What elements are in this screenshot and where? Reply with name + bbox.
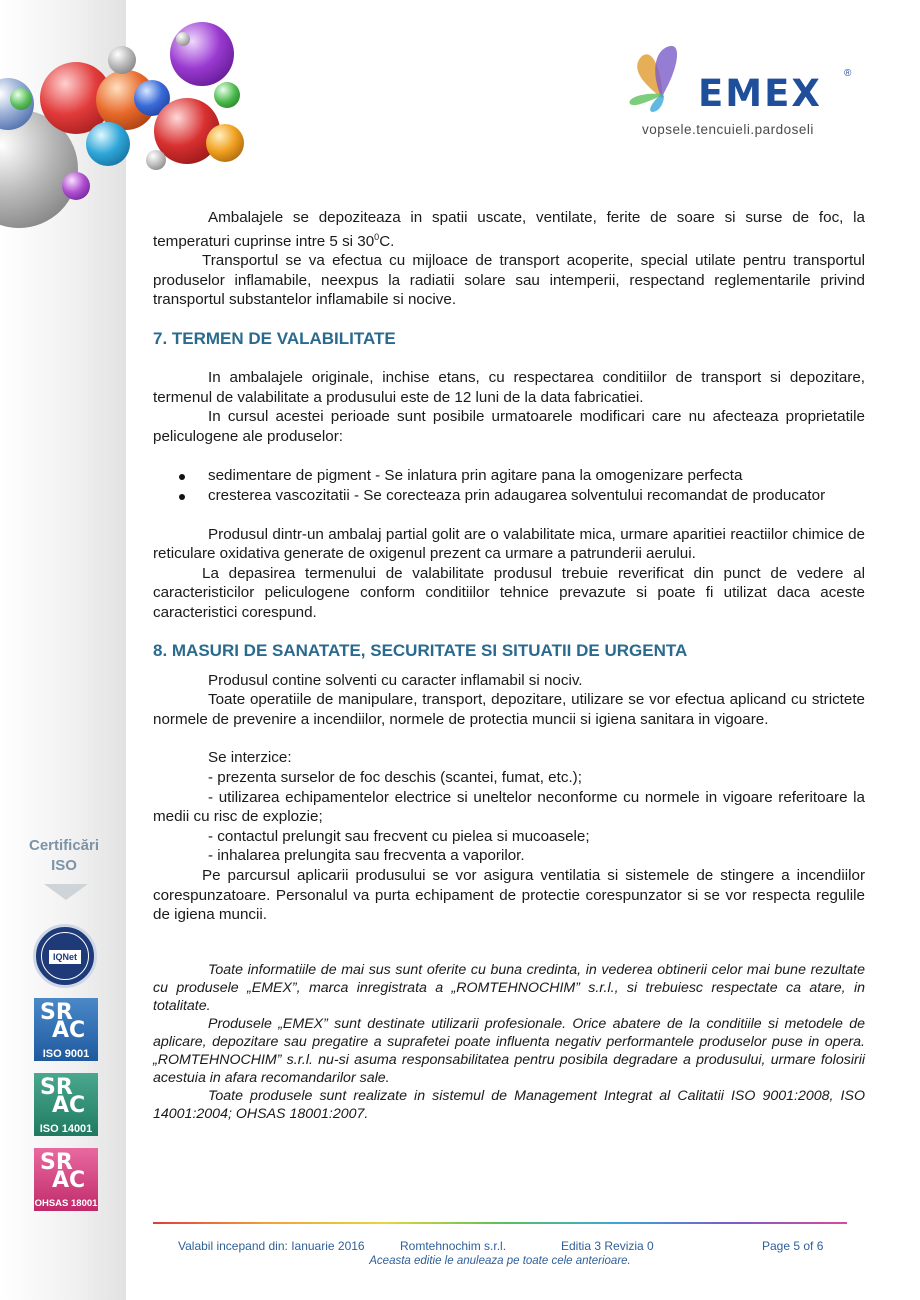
badge-label: OHSAS 18001 xyxy=(34,1198,98,1209)
footer-divider xyxy=(153,1222,847,1224)
footer-note: Aceasta editie le anuleaza pe toate cele anterioare. xyxy=(369,1255,631,1267)
ventilation-paragraph: Pe parcursul aplicarii produsului se vor asigura ventilatia si sistemele de stingere a incendiilor corespunzatoare. Personalul va purta echipament de protectie corespunzator si se vor respecta regulile de igiena muncii. xyxy=(153,866,865,924)
disclaimer-paragraph: Toate informatiile de mai sus sunt oferite cu buna credinta, in vederea obtinerii celor mai bune rezultate cu produsele „EMEX”, marca inregistrata a „ROMTEHNOCHIM” s.r.l., si trebuiesc respectate ca atare, in totalitate. xyxy=(153,961,865,1014)
badge-label: ISO 9001 xyxy=(42,1048,90,1060)
brand-tagline: vopsele.tencuieli.pardoseli xyxy=(642,122,814,137)
down-arrow-icon xyxy=(44,884,88,900)
butterfly-icon xyxy=(622,38,702,118)
disclaimer xyxy=(153,961,865,1123)
document-body xyxy=(153,208,865,1123)
solvents-paragraph: Produsul contine solventi cu caracter inflamabil si nociv. xyxy=(208,671,583,689)
validity-paragraph: In ambalajele originale, inchise etans, cu respectarea conditiilor de transport si depozitare, termenul de valabilitate a produsului este de 12 luni de la data fabricatiei. xyxy=(153,369,865,406)
forbidden-item: - utilizarea echipamentelor electrice si uneltelor neconforme cu normele in vigoare referitoare la medii cu risc de explozie; xyxy=(153,788,865,826)
footer-valid-from: Valabil incepand din: Ianuarie 2016 xyxy=(178,1239,365,1253)
forbidden-item: - inhalarea prelungita sau frecventa a vaporilor. xyxy=(208,847,525,865)
certifications-title: Certificări ISO xyxy=(28,837,100,874)
transport-paragraph: Transportul se va efectua cu mijloace de transport acoperite, special utilate pentru transportul produselor inflamabile, neexpus la radiatii solare sau intemperii, respectand reglementarile privind transportul substantelor inflamabile si nocive. xyxy=(153,252,865,309)
brand-logo xyxy=(622,38,862,148)
forbidden-title: Se interzice: xyxy=(208,749,292,767)
forbidden-item: - prezenta surselor de foc deschis (scantei, fumat, etc.); xyxy=(208,768,582,786)
section-7-title: 7. TERMEN DE VALABILITATE xyxy=(153,329,396,349)
modifications-paragraph: In cursul acestei perioade sunt posibile urmatoarele modificari care nu afecteaza proprietatile peliculogene ale produselor: xyxy=(153,408,865,445)
forbidden-item: - contactul prelungit sau frecvent cu pielea si mucoasele; xyxy=(208,827,590,845)
registered-mark: ® xyxy=(844,68,852,79)
modifications-list xyxy=(153,466,865,505)
section-8-title: 8. MASURI DE SANATATE, SECURITATE SI SITUATII DE URGENTA xyxy=(153,640,688,660)
disclaimer-paragraph: Produsele „EMEX” sunt destinate utilizarii profesionale. Orice abatere de la conditiile si metodele de aplicare, depozitare sau pregatire a suprafetei poate influenta negativ performantele produselor puse in opera. „ROMTEHNOCHIM” s.r.l. nu-si asuma responsabilitatea pentru posibila degradare a produsului, urmare folosirii acestuia in afara recomandarilor sale. xyxy=(153,1015,865,1086)
expiry-paragraph: La depasirea termenului de valabilitate produsul trebuie reverificat din punct de vedere al caracteristicilor peliculogene conform conditiilor tehnice prevazute si poate fi utilizat daca aceste caracteristici corespund. xyxy=(153,564,865,621)
operations-paragraph: Toate operatiile de manipulare, transport, depozitare, utilizare se vor efectua aplicand cu strictete normele de prevenire a incendiilor, normele de protectia muncii si igiena sanitara in vigoare. xyxy=(153,691,865,728)
footer-edition: Editia 3 Revizia 0 xyxy=(561,1239,654,1253)
list-item: sedimentare de pigment - Se inlatura prin agitare pana la omogenizare perfecta xyxy=(153,466,865,486)
storage-paragraph: Ambalajele se depoziteaza in spatii uscate, ventilate, ferite de soare si surse de foc, la temperaturi cuprinse intre 5 si $30^0C$. xyxy=(153,209,865,250)
partial-package-paragraph: Produsul dintr-un ambalaj partial golit are o valabilitate mica, urmare aparitiei reactiilor chimice de reticulare oxidativa generate de oxigenul prezent ca urmare a patrunderii aerului. xyxy=(153,525,865,563)
iqnet-badge: IQNet xyxy=(33,924,97,988)
footer-company: Romtehnochim s.r.l. xyxy=(400,1239,507,1253)
brand-name: EMEX xyxy=(698,72,822,115)
ohsas-18001-badge: SR AC OHSAS 18001 xyxy=(34,1150,98,1209)
iso-9001-badge: SR AC ISO 9001 xyxy=(34,998,98,1061)
badge-label: ISO 14001 xyxy=(39,1123,93,1135)
iso-14001-badge: SR AC ISO 14001 xyxy=(34,1073,98,1136)
page-number: Page 5 of 6 xyxy=(762,1239,824,1253)
disclaimer-paragraph: Toate produsele sunt realizate in sistemul de Management Integrat al Calitatii ISO 9001:2008, ISO 14001:2004; OHSAS 18001:2007. xyxy=(153,1087,865,1122)
list-item: cresterea vascozitatii - Se corecteaza prin adaugarea solventului recomandat de producator xyxy=(153,486,865,506)
